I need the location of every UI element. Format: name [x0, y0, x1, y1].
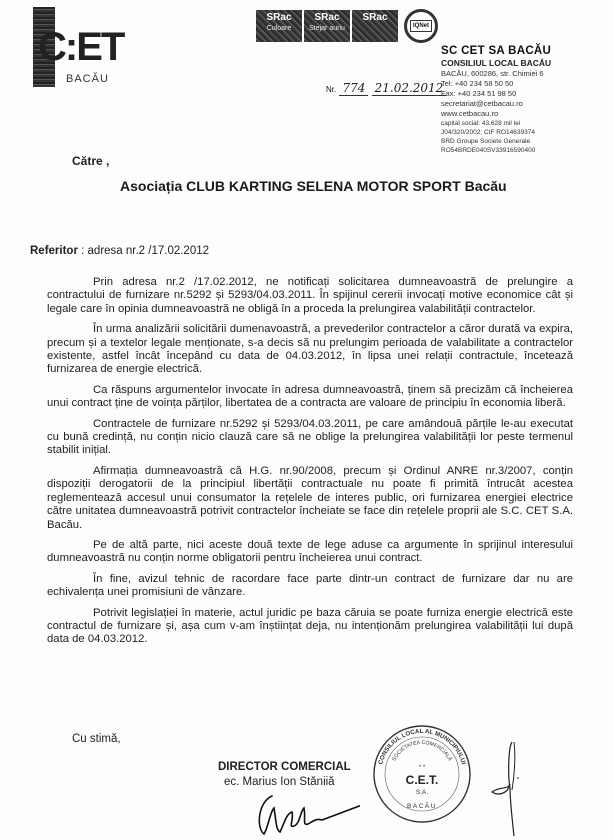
certification-badges [256, 9, 438, 43]
stamp-stars-icon: * * [418, 765, 426, 771]
company-web: www.cetbacau.ro [441, 109, 499, 118]
body-paragraph: Prin adresa nr.2 /17.02.2012, ne notificați solicitarea dumneavoastră de prelungire a contractului de furnizare nr.5292 și 5293/04.03.2011. În spijinul cererii invocați motive economice cât și legale care în opinia dumneavoastră ne obligă în a proceda la prelungirea valabilității contractelor. [47, 276, 573, 315]
logo-city: BACĂU [66, 73, 109, 85]
reference-label: Referitor [30, 245, 78, 257]
iqnet-seal-icon: IQNet [404, 9, 438, 43]
registration-number-value: 774 [339, 81, 368, 96]
company-fax: Fax: +40 234 51 98 50 [441, 89, 517, 98]
company-logo [33, 5, 123, 90]
registration-date: 21.02.2012 [372, 81, 447, 96]
stamp-city: BACĂU [407, 803, 437, 810]
body-paragraph: Afirmația dumneavoastră că H.G. nr.90/2008, precum și Ordinul ANRE nr.3/2007, conțin dispoziții derogatorii de la principiul libertății contractuale nu poate fi primită întrucât acestea reglementează accesul unui consumator la rețelele de interes public, ori furnizarea energiei electrice către unitatea dumneavoastră potrivit contractelor încheiate se face din rețelele proprii ale S.C. CET S.A. Bacău. [47, 464, 573, 531]
stamp-outer-text: CONSILIUL LOCAL AL MUNICIPIULUI [377, 727, 467, 766]
body-paragraph: Ca răspuns argumentelor invocate în adresa dumneavoastră, ținem să precizăm că încheierea unui contract ține de voința părților, libertatea de a contracta are valoare de principiu în economia liberă. [47, 383, 573, 410]
company-iban: RO54BRDE040SV33916590400 [441, 147, 536, 154]
stamp-center: C.E.T. [405, 773, 439, 787]
company-registry: J04/320/2002; CIF RO14639374 [441, 129, 535, 136]
signatory-name: ec. Marius Ion Stăniiă [224, 776, 335, 788]
company-capital: capital social: 43,628 mil lei [441, 120, 521, 127]
stamp-sub: S.A. [415, 789, 429, 796]
company-stamp-icon [372, 724, 472, 824]
registration-number: Nr. 774 21.02.2012 [326, 80, 446, 98]
signature-icon [250, 792, 360, 838]
certification-badge-icon: SRac Stejar auriu [304, 10, 350, 42]
company-info [441, 45, 611, 155]
company-bank: BRD Groupe Societe Generale [441, 138, 531, 145]
signatory-title: DIRECTOR COMERCIAL [218, 761, 351, 773]
body-paragraph: Potrivit legislației în materie, actul juridic pe baza căruia se poate furniza energie electrică este contractul de furnizare și, așa cum v-am înștiințat deja, nu intenționăm prelungirea valabilității lui după data de 04.03.2012. [47, 606, 573, 646]
company-tel: Tel: +40 234 58 50 50 [441, 79, 514, 88]
stamp-inner-text: SOCIETATEA COMERCIALĂ [391, 739, 453, 763]
certification-badge-icon: SRac [352, 10, 398, 42]
reference-line [30, 244, 209, 258]
certification-badge-icon: SRac Culoare [256, 10, 302, 42]
letter-body [47, 276, 573, 654]
body-paragraph: Pe de altă parte, nici aceste două texte de lege aduse ca argumente în sprijinul interesului dumneavoastră nu conțin norme obligatorii pentru încheierea unui contract. [47, 538, 573, 565]
salutation: Către , [72, 154, 110, 168]
company-name: SC CET SA BACĂU [441, 45, 552, 57]
closing-greeting: Cu stimă, [72, 733, 121, 745]
recipient: Asociația CLUB KARTING SELENA MOTOR SPORT Bacău [120, 178, 507, 194]
body-paragraph: Contractele de furnizare nr.5292 și 5293/04.03.2011, pe care amândouă părțile le-au executat cu bună credință, nu conțin nicio clauză care să ne oblige la prelungirea valabilității lor peste termenul stabilit inițial. [47, 417, 573, 457]
initials-icon [488, 738, 538, 838]
company-address: BACĂU, 600286, str. Chimiei 6 [441, 69, 544, 78]
body-paragraph: În urma analizării solicitării dumenavoastră, a prevederilor contractelor a căror durată va expira, precum și a textelor legale menționate, s-a decis să nu prelungim perioada de valabilitate a contractelor existente, astfel încât începând cu data de 04.03.2012, în lipsa unei relații contractule, încetează furnizarea de energie electrică. [47, 323, 573, 376]
body-paragraph: În fine, avizul tehnic de racordare face parte dintr-un contract de furnizare dar nu are echivalența unei promisiuni de vânzare. [47, 572, 573, 599]
logo-mark: C:ET [38, 25, 124, 69]
reference-text: : adresa nr.2 /17.02.2012 [81, 245, 210, 257]
company-email: secretariat@cetbacau.ro [441, 99, 523, 108]
company-council: CONSILIUL LOCAL BACĂU [441, 58, 552, 68]
